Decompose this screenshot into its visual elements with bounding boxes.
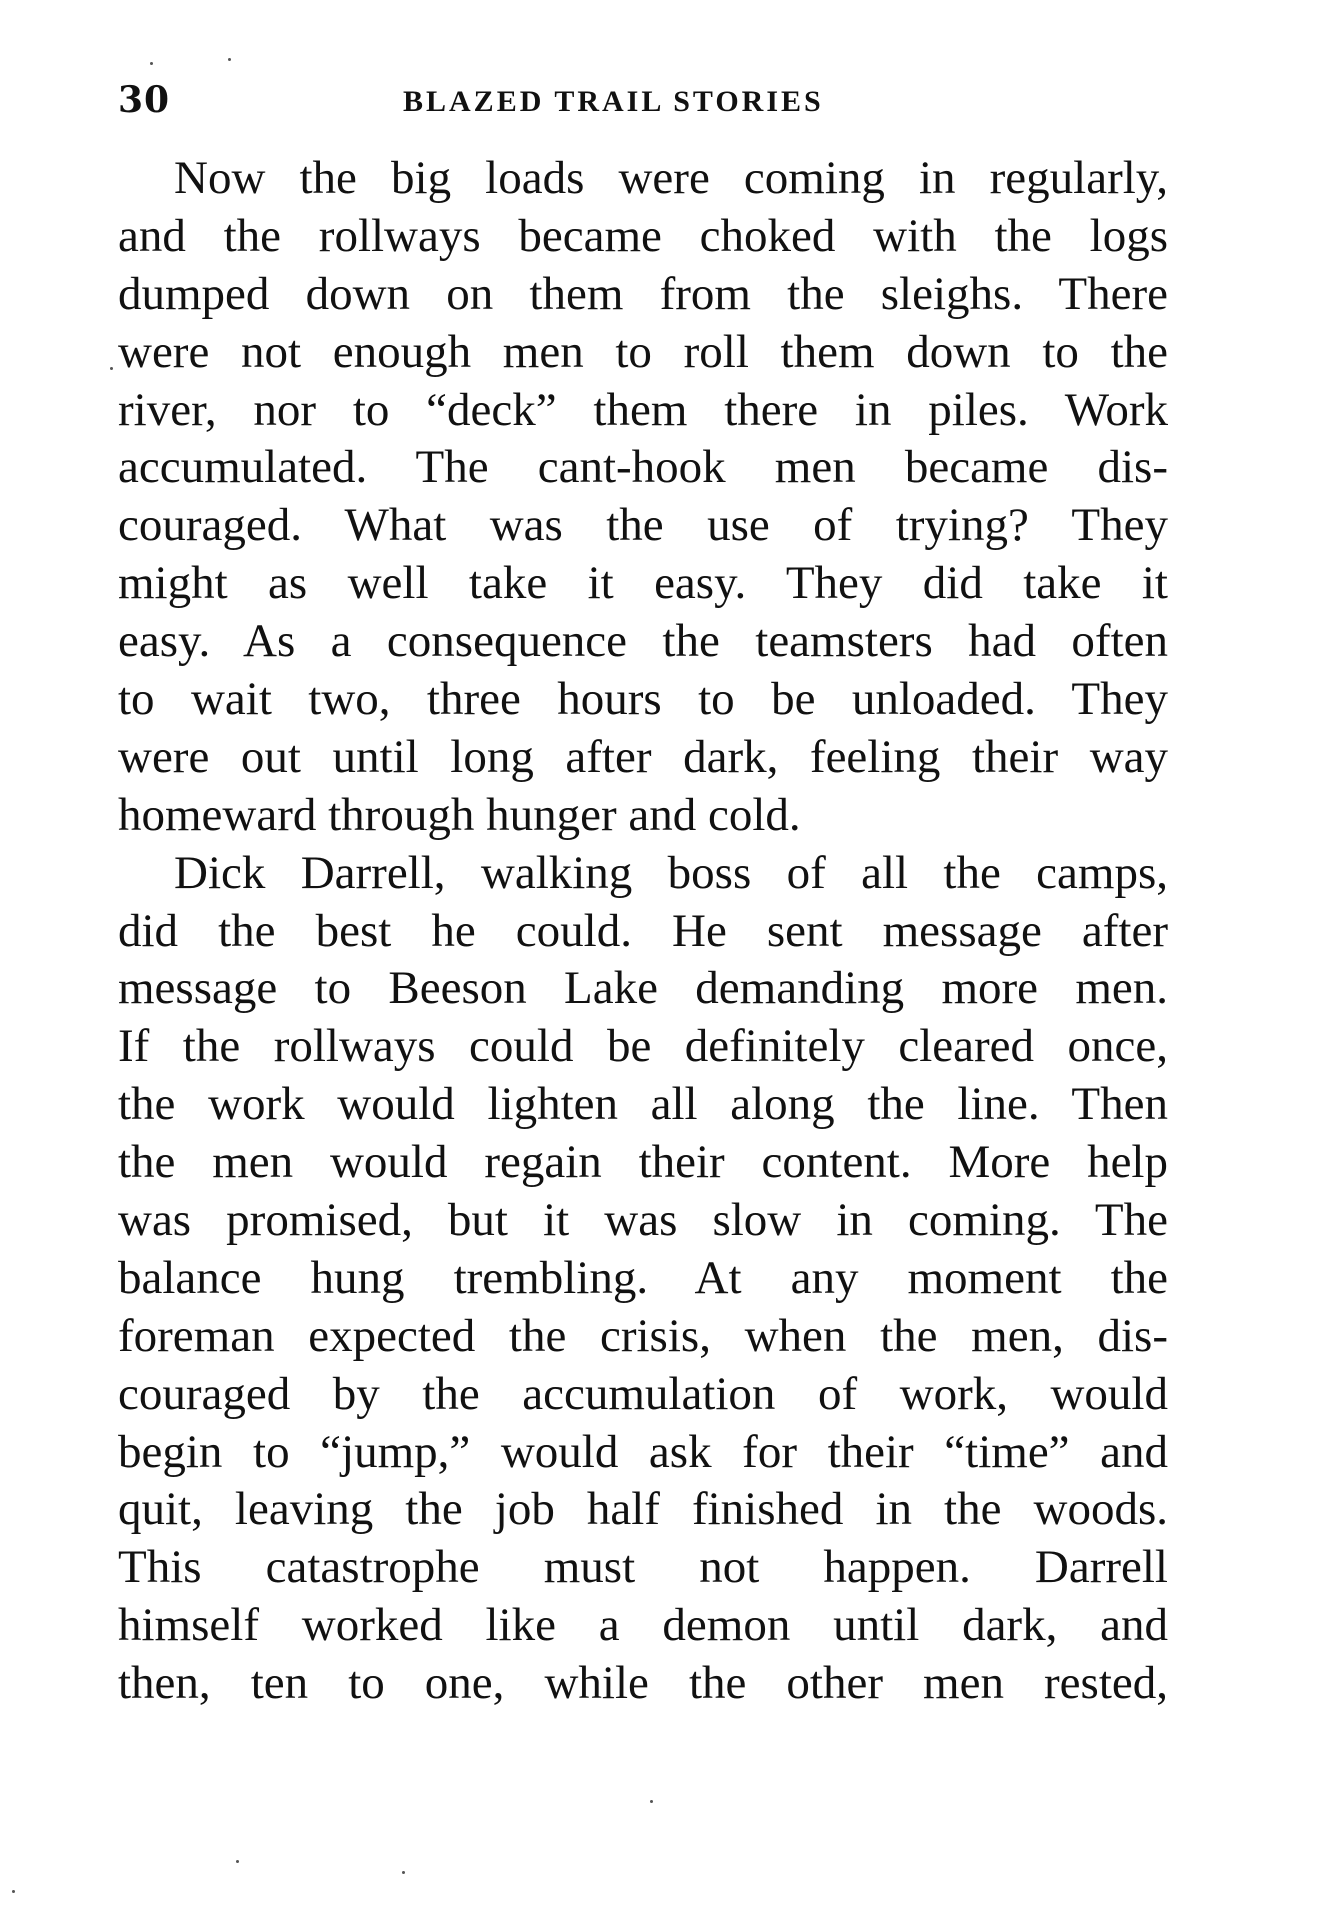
text-line: Dick Darrell, walking boss of all the camps, [174, 846, 1168, 899]
text-line: couraged. What was the use of trying? They [118, 499, 1168, 552]
text-line: the work would lighten all along the line. Then [118, 1078, 1168, 1131]
page-header [118, 78, 1168, 122]
text-line: message to Beeson Lake demanding more men. [118, 962, 1168, 1015]
text-line: couraged by the accumulation of work, would [118, 1367, 1168, 1420]
text-line: did the best he could. He sent message after [118, 904, 1168, 957]
scan-speck [236, 1860, 239, 1863]
scan-speck [12, 1890, 15, 1893]
text-line: begin to “jump,” would ask for their “time” and [118, 1425, 1168, 1478]
text-line: Now the big loads were coming in regularly, [174, 152, 1168, 204]
text-line: easy. As a consequence the teamsters had often [118, 615, 1168, 668]
text-line: the men would regain their content. More help [118, 1136, 1168, 1189]
text-line: might as well take it easy. They did take it [118, 557, 1168, 610]
body-text [118, 150, 1168, 1713]
scan-speck [110, 367, 113, 370]
text-line: river, nor to “deck” them there in piles. Work [118, 383, 1168, 436]
text-line: foreman expected the crisis, when the men, dis- [118, 1309, 1168, 1362]
text-line: accumulated. The cant-hook men became dis- [118, 441, 1168, 494]
text-line: were not enough men to roll them down to the [118, 325, 1168, 378]
text-line: dumped down on them from the sleighs. There [118, 267, 1168, 320]
text-line: quit, leaving the job half finished in the woods. [118, 1483, 1168, 1536]
text-line: This catastrophe must not happen. Darrell [118, 1541, 1168, 1594]
scan-speck [650, 1800, 653, 1803]
text-line: was promised, but it was slow in coming. The [118, 1194, 1168, 1247]
text-line: himself worked like a demon until dark, and [118, 1599, 1168, 1652]
scan-speck [150, 62, 153, 65]
scan-speck [228, 58, 231, 61]
text-line: If the rollways could be definitely cleared once, [118, 1020, 1168, 1073]
text-line: balance hung trembling. At any moment the [118, 1251, 1168, 1304]
page-number: 30 [118, 79, 171, 121]
text-line: and the rollways became choked with the logs [118, 209, 1168, 262]
text-line: then, ten to one, while the other men rested, [118, 1657, 1168, 1710]
scan-speck [402, 1871, 405, 1874]
text-line: homeward through hunger and cold. [118, 788, 801, 841]
text-line: were out until long after dark, feeling their way [118, 730, 1168, 783]
running-title: BLAZED TRAIL STORIES [403, 85, 824, 118]
text-line: to wait two, three hours to be unloaded. They [118, 673, 1168, 726]
